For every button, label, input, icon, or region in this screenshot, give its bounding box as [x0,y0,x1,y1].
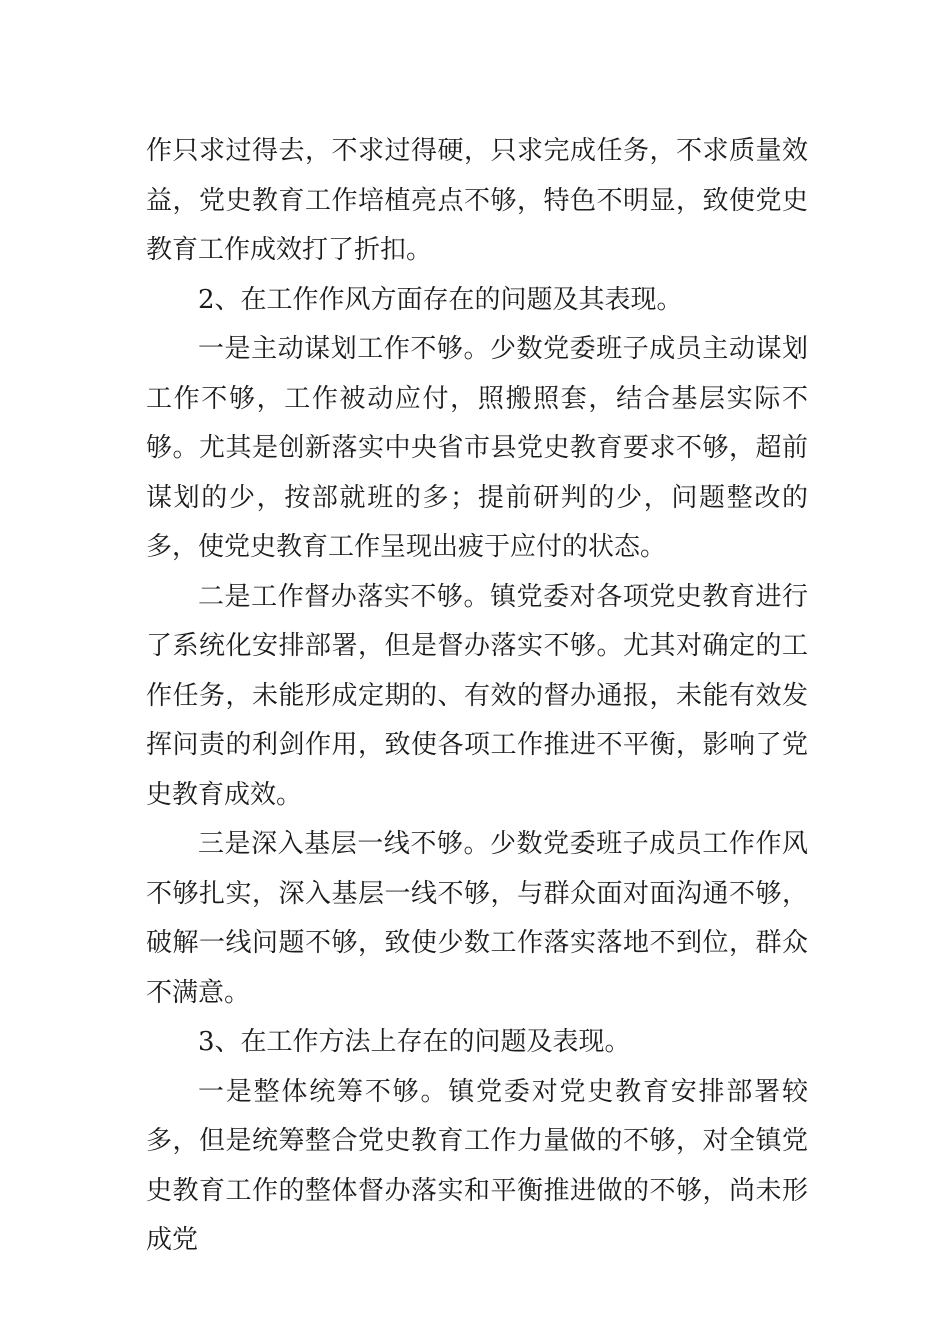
paragraph-coordination: 一是整体统筹不够。镇党委对党史教育安排部署较多，但是统筹整合党史教育工作力量做的不够，对全镇党史教育工作的整体督办落实和平衡推进做的不够，尚未形成党 [146,1076,808,1255]
document-body [146,127,808,1266]
section-heading-work-style: 2、在工作作风方面存在的问题及其表现。 [198,284,683,315]
section-heading-work-methods: 3、在工作方法上存在的问题及表现。 [198,1027,631,1057]
paragraph-continuation: 作只求过得去，不求过得硬，只求完成任务，不求质量效益，党史教育工作培植亮点不够，特色不明显，致使党史教育工作成效打了折扣。 [146,136,808,265]
paragraph-grassroots: 三是深入基层一线不够。少数党委班子成员工作作风不够扎实，深入基层一线不够，与群众面对面沟通不够，破解一线问题不够，致使少数工作落实落地不到位，群众不满意。 [146,829,808,1008]
paragraph-supervision: 二是工作督办落实不够。镇党委对各项党史教育进行了系统化安排部署，但是督办落实不够。尤其对确定的工作任务，未能形成定期的、有效的督办通报，未能有效发挥问责的利剑作用，致使各项工作推进不平衡，影响了党史教育成效。 [146,581,808,810]
paragraph-planning: 一是主动谋划工作不够。少数党委班子成员主动谋划工作不够，工作被动应付，照搬照套，结合基层实际不够。尤其是创新落实中央省市县党史教育要求不够，超前谋划的少，按部就班的多；提前研判的少，问题整改的多，使党史教育工作呈现出疲于应付的状态。 [146,334,808,562]
